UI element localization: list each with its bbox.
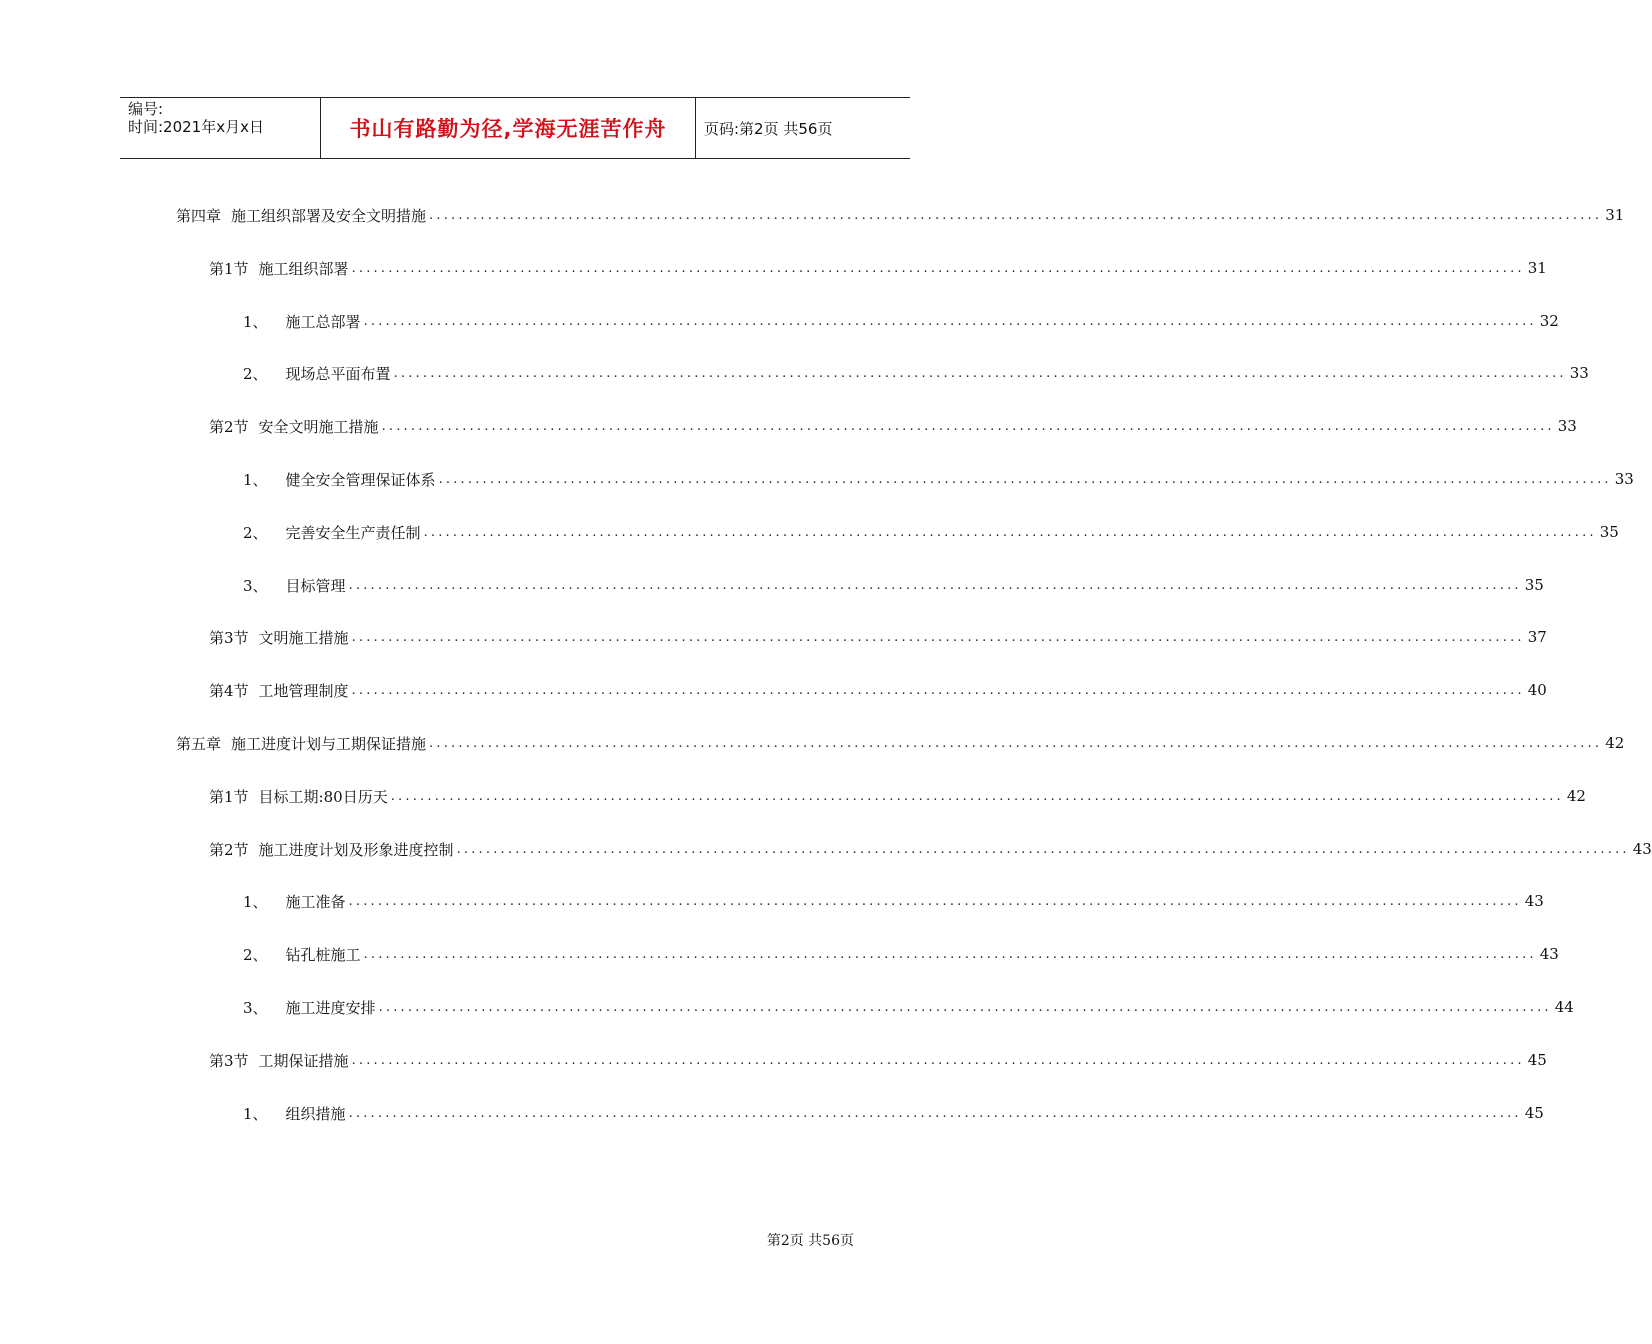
toc-entry-number: 3、 — [243, 998, 268, 1017]
toc-entry[interactable] — [243, 309, 1559, 333]
toc-entry-number: 1、 — [243, 470, 268, 489]
toc-dot-leader: ................................................................................................................................................................ — [429, 207, 1603, 223]
toc-entry-page: 45 — [1524, 1104, 1544, 1122]
toc-entry-title: 施工进度安排 — [285, 998, 376, 1017]
toc-entry[interactable] — [209, 837, 1652, 861]
toc-entry-title: 施工进度计划与工期保证措施 — [231, 734, 427, 753]
toc-entry-title: 目标工期:80日历天 — [258, 787, 388, 806]
toc-entry-page: 35 — [1599, 523, 1619, 541]
toc-entry-number: 第3节 — [209, 1051, 249, 1070]
toc-entry[interactable] — [243, 1101, 1544, 1125]
toc-entry[interactable] — [176, 731, 1625, 755]
toc-entry-number: 第四章 — [176, 206, 222, 225]
toc-dot-leader: ................................................................................................................................................................ — [390, 788, 1564, 804]
toc-entry-title: 钻孔桩施工 — [285, 945, 361, 964]
toc-entry-title: 安全文明施工措施 — [258, 417, 379, 436]
toc-entry-page: 33 — [1557, 417, 1577, 435]
toc-dot-leader: ................................................................................................................................................................ — [351, 682, 1525, 698]
toc-entry[interactable] — [209, 414, 1577, 438]
toc-entry-title: 健全安全管理保证体系 — [285, 470, 436, 489]
toc-entry-title: 施工组织部署 — [258, 259, 349, 278]
toc-entry-number: 第2节 — [209, 417, 249, 436]
toc-entry[interactable] — [243, 942, 1559, 966]
toc-entry-title: 工地管理制度 — [258, 681, 349, 700]
toc-entry-title: 目标管理 — [285, 576, 346, 595]
toc-entry-page: 43 — [1539, 945, 1559, 963]
toc-entry-number: 2、 — [243, 945, 268, 964]
toc-entry-page: 45 — [1527, 1051, 1547, 1069]
toc-entry-title: 现场总平面布置 — [285, 364, 391, 383]
header-meta-cell — [120, 98, 320, 158]
toc-entry-title: 工期保证措施 — [258, 1051, 349, 1070]
toc-entry-title: 文明施工措施 — [258, 628, 349, 647]
toc-entry-number: 1、 — [243, 1104, 268, 1123]
toc-entry-number: 第2节 — [209, 840, 249, 859]
toc-entry[interactable] — [209, 1048, 1547, 1072]
toc-entry-title: 组织措施 — [285, 1104, 346, 1123]
toc-entry-number: 2、 — [243, 364, 268, 383]
toc-entry-number: 第3节 — [209, 628, 249, 647]
toc-entry-title: 施工进度计划及形象进度控制 — [258, 840, 454, 859]
toc-entry-title: 施工组织部署及安全文明措施 — [231, 206, 427, 225]
page-footer: 第2页 共56页 — [766, 1233, 854, 1249]
toc-entry-number: 第1节 — [209, 787, 249, 806]
toc-dot-leader: ................................................................................................................................................................ — [378, 999, 1552, 1015]
toc-dot-leader: ................................................................................................................................................................ — [429, 735, 1603, 751]
toc-entry-page: 40 — [1527, 681, 1547, 699]
toc-dot-leader: ................................................................................................................................................................ — [351, 629, 1525, 645]
toc-entry-page: 43 — [1524, 892, 1544, 910]
toc-entry-page: 35 — [1524, 576, 1544, 594]
toc-entry-number: 1、 — [243, 892, 268, 911]
toc-entry[interactable] — [209, 784, 1586, 808]
toc-dot-leader: ................................................................................................................................................................ — [393, 365, 1567, 381]
toc-dot-leader: ................................................................................................................................................................ — [438, 471, 1612, 487]
toc-dot-leader: ................................................................................................................................................................ — [381, 418, 1555, 434]
toc-entry[interactable] — [243, 361, 1589, 385]
toc-entry-title: 完善安全生产责任制 — [285, 523, 421, 542]
toc-entry-page: 37 — [1527, 628, 1547, 646]
toc-entry-title: 施工总部署 — [285, 312, 361, 331]
toc-entry-page: 43 — [1632, 840, 1652, 858]
toc-entry-page: 32 — [1539, 312, 1559, 330]
toc-dot-leader: ................................................................................................................................................................ — [363, 946, 1537, 962]
toc-entry-page: 33 — [1614, 470, 1634, 488]
page-header — [120, 97, 910, 159]
toc-entry-number: 2、 — [243, 523, 268, 542]
header-page-info: 页码:第2页 共56页 — [704, 119, 833, 138]
toc-entry[interactable] — [209, 256, 1547, 280]
toc-dot-leader: ................................................................................................................................................................ — [351, 260, 1525, 276]
toc-entry[interactable] — [209, 625, 1547, 649]
toc-entry-number: 第五章 — [176, 734, 222, 753]
toc-entry-number: 1、 — [243, 312, 268, 331]
toc-dot-leader: ................................................................................................................................................................ — [423, 524, 1597, 540]
toc-entry-page: 31 — [1527, 259, 1547, 277]
toc-entry-page: 44 — [1554, 998, 1574, 1016]
toc-entry[interactable] — [209, 678, 1547, 702]
toc-entry-page: 42 — [1605, 734, 1625, 752]
toc-entry-page: 42 — [1566, 787, 1586, 805]
toc-entry-number: 第1节 — [209, 259, 249, 278]
toc-entry-title: 施工准备 — [285, 892, 346, 911]
toc-entry[interactable] — [176, 203, 1625, 227]
toc-dot-leader: ................................................................................................................................................................ — [351, 1052, 1525, 1068]
toc-entry[interactable] — [243, 573, 1544, 597]
toc-dot-leader: ................................................................................................................................................................ — [363, 313, 1537, 329]
toc-entry-number: 第4节 — [209, 681, 249, 700]
code-label: 编号: — [128, 100, 164, 118]
toc-dot-leader: ................................................................................................................................................................ — [456, 841, 1630, 857]
toc-dot-leader: ................................................................................................................................................................ — [348, 1105, 1522, 1121]
toc-entry[interactable] — [243, 520, 1619, 544]
toc-entry-number: 3、 — [243, 576, 268, 595]
toc-dot-leader: ................................................................................................................................................................ — [348, 577, 1522, 593]
date-label: 时间:2021年x月x日 — [128, 118, 264, 136]
toc-dot-leader: ................................................................................................................................................................ — [348, 893, 1522, 909]
toc-entry[interactable] — [243, 995, 1574, 1019]
toc-entry[interactable] — [243, 467, 1634, 491]
toc-entry[interactable] — [243, 889, 1544, 913]
header-motto: 书山有路勤为径,学海无涯苦作舟 — [320, 98, 696, 158]
toc-entry-page: 33 — [1569, 364, 1589, 382]
toc-entry-page: 31 — [1605, 206, 1625, 224]
